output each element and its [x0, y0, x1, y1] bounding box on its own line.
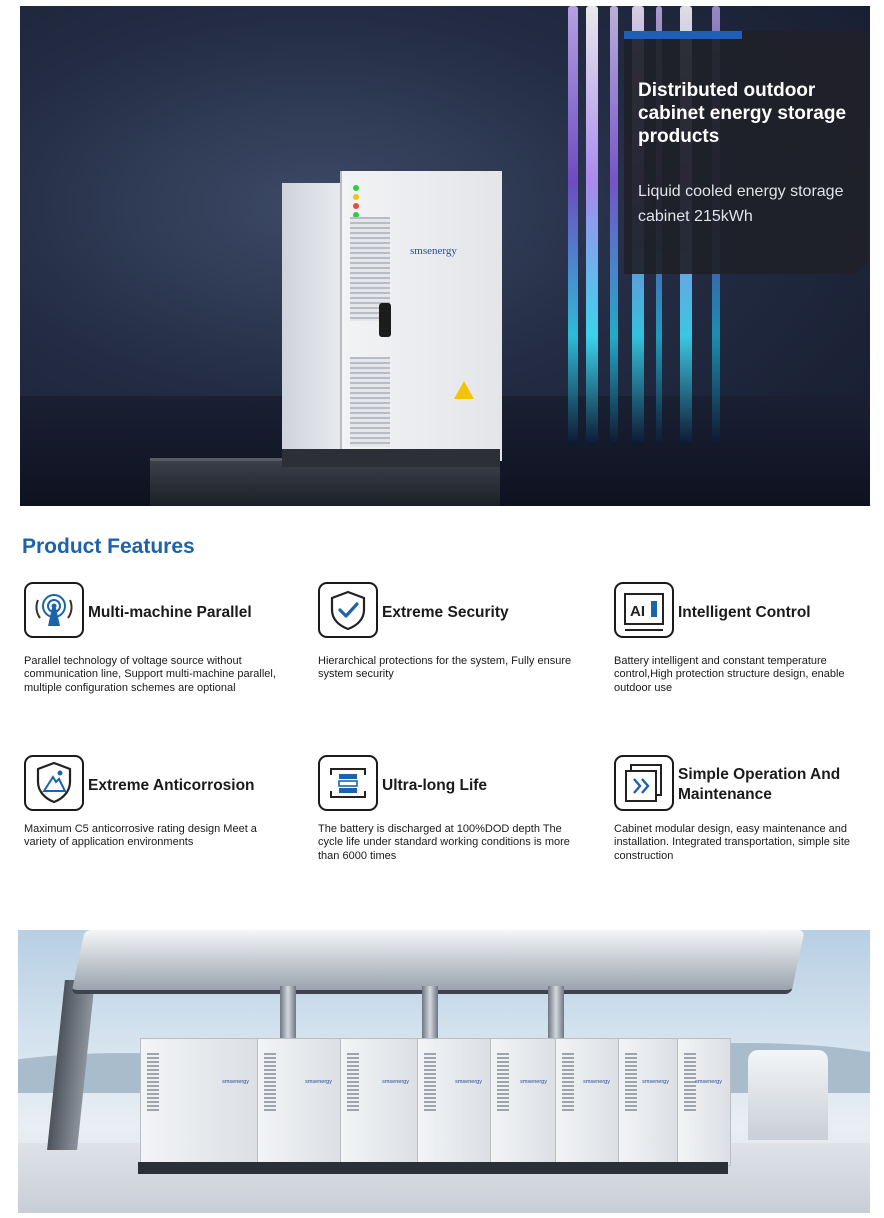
cabinet-unit	[340, 1038, 418, 1166]
feature-description: Hierarchical protections for the system, Fully ensure system security	[318, 655, 572, 681]
corrosion-shield-icon-graphic	[26, 757, 82, 809]
svg-text:AI: AI	[630, 603, 645, 620]
cabinet-front	[340, 171, 502, 461]
feature-title: Simple Operation And Maintenance	[678, 766, 841, 803]
features-heading: Product Features	[22, 535, 195, 558]
antenna-broadcast-icon-graphic	[26, 584, 82, 636]
feature-title: Multi-machine Parallel	[88, 604, 252, 621]
unit-brand: smsenergy	[222, 1079, 249, 1085]
feature-description: Maximum C5 anticorrosive rating design Meet a variety of application environments	[24, 823, 257, 849]
modular-forward-icon-graphic	[616, 757, 672, 809]
feature-title: Ultra-long Life	[382, 777, 488, 794]
feature-title: Intelligent Control	[678, 604, 811, 621]
unit-brand: smsenergy	[583, 1079, 610, 1085]
cabinet-unit	[618, 1038, 678, 1166]
battery-cycle-icon	[318, 755, 378, 811]
installation-scene-image	[18, 930, 870, 1213]
antenna-broadcast-icon	[24, 582, 84, 638]
shield-check-icon	[318, 582, 378, 638]
storage-cabinet-image	[282, 171, 500, 461]
cabinet-brand-logo: smsenergy	[410, 245, 457, 257]
unit-brand: smsenergy	[382, 1079, 409, 1085]
charging-booth	[748, 1050, 828, 1140]
cabinet-unit	[417, 1038, 491, 1166]
cabinet-unit	[140, 1038, 258, 1166]
unit-brand: smsenergy	[642, 1079, 669, 1085]
unit-brand: smsenergy	[455, 1079, 482, 1085]
cabinet-unit	[555, 1038, 619, 1166]
canopy-roof	[71, 930, 805, 994]
ai-chip-icon-graphic	[616, 584, 672, 636]
hero-banner	[20, 6, 870, 506]
ai-chip-icon	[614, 582, 674, 638]
cabinet-vent	[350, 357, 390, 447]
product-title: Distributed outdoor cabinet energy storage products	[638, 80, 847, 147]
feature-description: The battery is discharged at 100%DOD depth The cycle life under standard working conditions is more than 6000 times	[318, 823, 570, 862]
feature-description: Cabinet modular design, easy maintenance and installation. Integrated transportation, simple site construction	[614, 823, 851, 862]
cabinet-unit	[677, 1038, 731, 1166]
light-bar	[568, 6, 578, 446]
unit-brand: smsenergy	[305, 1079, 332, 1085]
cabinet-base	[282, 449, 500, 467]
unit-brand: smsenergy	[520, 1079, 547, 1085]
shield-check-icon-graphic	[320, 584, 376, 636]
product-info-card	[624, 31, 868, 274]
status-lights	[353, 185, 359, 218]
cabinet-unit	[257, 1038, 341, 1166]
light-bar	[610, 6, 618, 446]
corrosion-shield-icon	[24, 755, 84, 811]
unit-brand: smsenergy	[695, 1079, 722, 1085]
feature-title: Extreme Anticorrosion	[88, 777, 255, 794]
modular-forward-icon	[614, 755, 674, 811]
battery-cycle-icon-graphic	[320, 757, 376, 809]
feature-description: Battery intelligent and constant temperature control,High protection structure design, enable outdoor use	[614, 655, 845, 694]
cabinet-unit	[490, 1038, 556, 1166]
card-accent-bar	[624, 31, 742, 39]
light-bar	[586, 6, 598, 446]
units-base	[138, 1162, 728, 1174]
feature-title: Extreme Security	[382, 604, 509, 621]
feature-description: Parallel technology of voltage source without communication line, Support multi-machine parallel, multiple configuration schemes are optional	[24, 655, 276, 694]
door-handle	[379, 303, 391, 337]
product-subtitle: Liquid cooled energy storage cabinet 215kWh	[638, 183, 844, 225]
cabinet-side	[282, 183, 342, 461]
warning-icon	[454, 381, 474, 399]
